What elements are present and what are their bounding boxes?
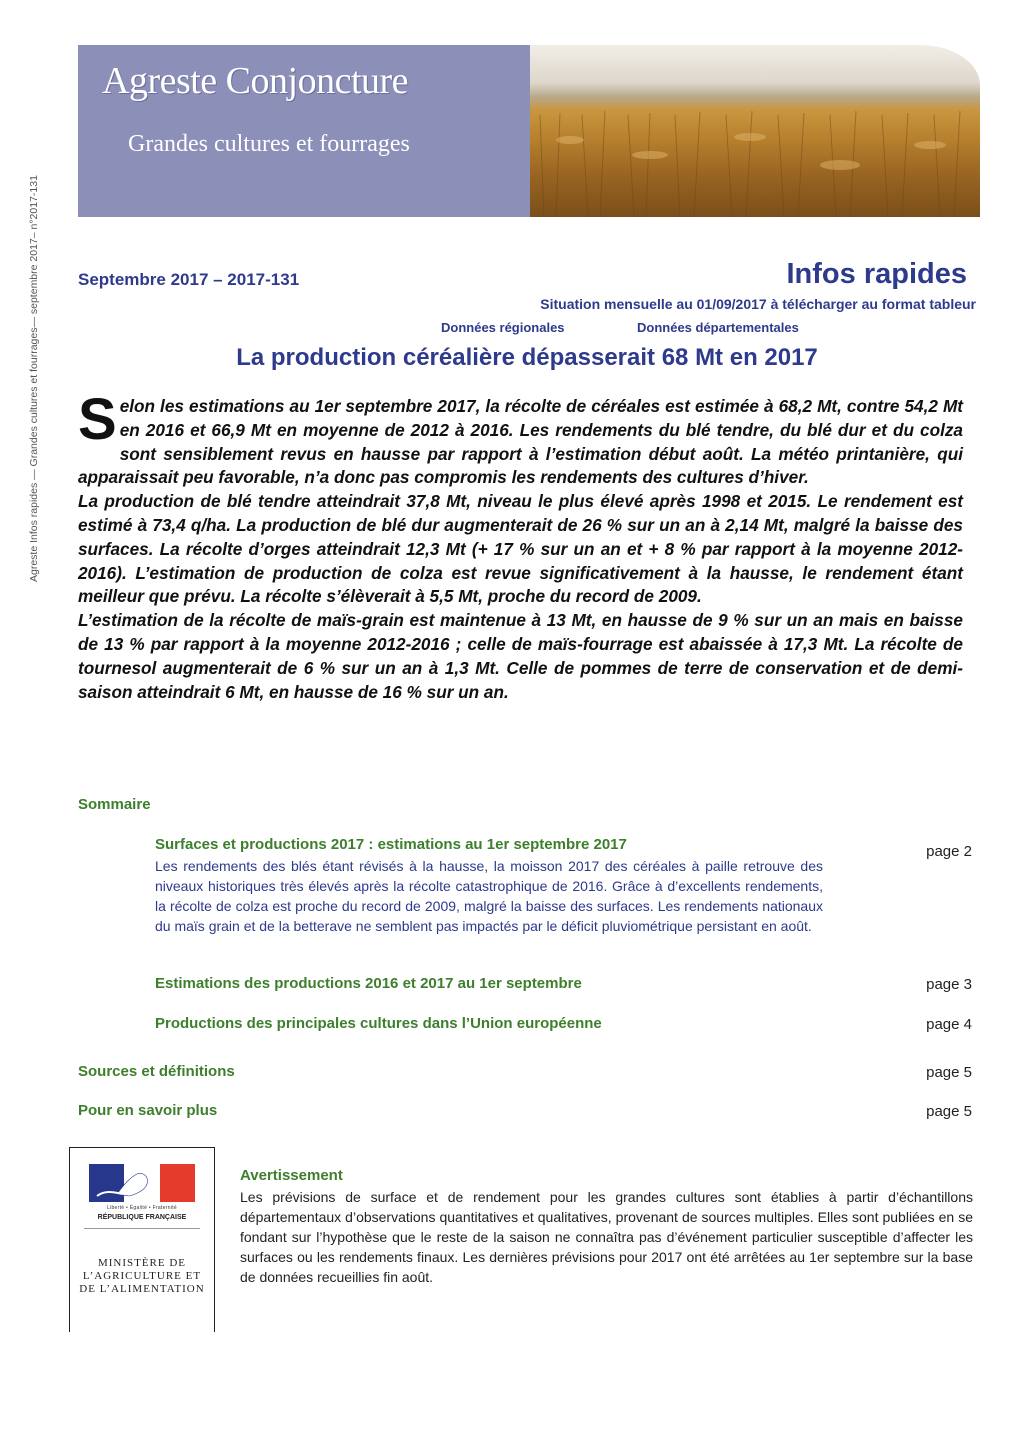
series-title: Infos rapides (786, 258, 967, 290)
abstract-paragraph-1 (78, 387, 963, 490)
drop-cap: S (78, 387, 117, 452)
toc-page-estimations: page 3 (926, 976, 972, 993)
ministry-logo (69, 1147, 215, 1332)
banner-title-panel (78, 45, 530, 217)
toc-item-surfaces[interactable]: Surfaces et productions 2017 : estimations au 1er septembre 2017 (155, 836, 627, 853)
toc-page-union-europeenne: page 4 (926, 1016, 972, 1033)
regional-data-link[interactable]: Données régionales (441, 320, 565, 335)
wheat-field-photo (530, 45, 980, 217)
toc-description-surfaces: Les rendements des blés étant révisés à la hausse, la moisson 2017 des céréales à paille retrouve des niveaux historiques très élevés après la récolte catastrophique de 2016. Grâce à d’excellents rendements, la récolte de colza est proche du record de 2009, malgré la baisse des surfaces. Les rendements nationaux du maïs grain et de la betterave ne semblent pas impactés par le déficit pluviométrique persistant en août. (155, 858, 823, 934)
toc-page-savoir-plus: page 5 (926, 1103, 972, 1120)
sommaire-heading: Sommaire (78, 796, 151, 813)
toc-page-sources: page 5 (926, 1064, 972, 1081)
abstract-paragraph-2: La production de blé tendre atteindrait 37,8 Mt, niveau le plus élevé après 1998 et 2015. Le rendement est estimé à 73,4 q/ha. La production de blé dur augmenterait de 26 % sur un an à 2,14 Mt, malgré la baisse des surfaces. La récolte d’orges atteindrait 12,3 Mt (+ 17 % sur un an et + 8 % par rapport à la moyenne 2012-2016). L’estimation de production de colza est revue significativement à la hausse, le rendement étant meilleur que prévu. La récolte s’élèverait à 5,5 Mt, proche du record de 2009. (78, 491, 963, 607)
toc-item-savoir-plus[interactable]: Pour en savoir plus (78, 1102, 218, 1119)
header-banner (78, 45, 980, 217)
toc-item-estimations[interactable]: Estimations des productions 2016 et 2017 au 1er septembre (155, 975, 582, 992)
vertical-side-text: Agreste Infos rapides — Grandes cultures et fourrages— septembre 2017– n°2017-131 (28, 175, 40, 582)
publication-subtitle: Grandes cultures et fourrages (128, 131, 410, 157)
abstract-text-1: elon les estimations au 1er septembre 2017, la récolte de céréales est estimée à 68,2 Mt, contre 54,2 Mt en 2016 et 66,9 Mt en moyenne de 2012 à 2016. Les rendements du blé tendre, du blé dur et du colza sont sensiblement revus en hausse par rapport à l’estimation début août. La météo printanière, qui apparaissait peu favorable, n’a donc pas compromis les rendements des cultures d’hiver. (78, 396, 963, 488)
toc-item-union-europeenne[interactable]: Productions des principales cultures dans l’Union européenne (155, 1015, 602, 1032)
avertissement-heading: Avertissement (240, 1167, 343, 1184)
ministry-name: MINISTÈRE DE L’AGRICULTURE ET DE L’ALIMENTATION (79, 1257, 205, 1295)
departmental-data-link[interactable]: Données départementales (637, 320, 799, 335)
issue-date-number: Septembre 2017 – 2017-131 (78, 270, 300, 289)
toc-item-sources[interactable]: Sources et définitions (78, 1063, 235, 1080)
abstract (78, 387, 963, 704)
logo-divider (84, 1228, 200, 1229)
abstract-paragraph-3: L’estimation de la récolte de maïs-grain est maintenue à 13 Mt, en hausse de 9 % sur un an mais en baisse de 13 % par rapport à la moyenne 2012-2016 ; celle de maïs-fourrage est abaissée à 17,3 Mt. La récolte de tournesol augmenterait de 6 % sur un an à 1,3 Mt. Celle de pommes de terre de conservation et de demi-saison atteindrait 6 Mt, en hausse de 16 % sur un an. (78, 610, 963, 702)
download-link-situation[interactable]: Situation mensuelle au 01/09/2017 à télécharger au format tableur (540, 296, 976, 312)
avertissement-text: Les prévisions de surface et de rendement pour les grandes cultures sont établies à partir d’échantillons départementaux d’observations quantitatives et qualitatives, provenant de sources multiples. Elles sont publiées en se fondant sur l’hypothèse que le reste de la saison ne connaîtra pas d’événement particulier susceptible d’affecter les surfaces ou les rendements finaux. Les dernières prévisions pour 2017 ont été arrêtées au 1er septembre sur la base de données recueillies fin août. (240, 1189, 973, 1285)
marianne-flag-icon (89, 1164, 195, 1202)
publication-title: Agreste Conjoncture (102, 60, 409, 102)
headline: La production céréalière dépasserait 68 Mt en 2017 (236, 344, 818, 371)
republique-label: RÉPUBLIQUE FRANÇAISE (97, 1214, 187, 1221)
motto: Liberté • Égalité • Fraternité (106, 1205, 178, 1211)
toc-page-surfaces: page 2 (926, 843, 972, 860)
